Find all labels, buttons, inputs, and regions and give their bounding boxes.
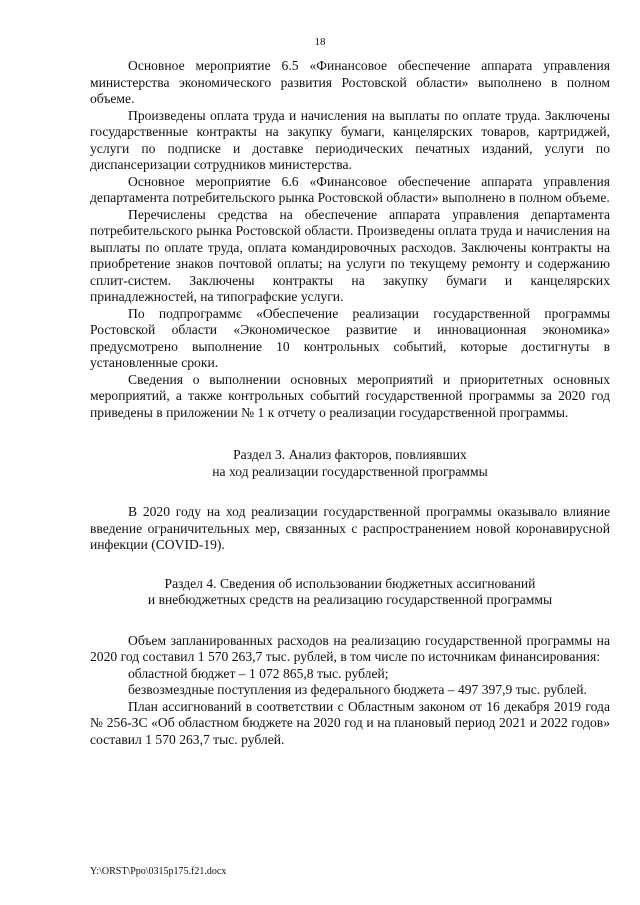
paragraph-ministry-payments: Произведены оплата труда и начисления на выплаты по оплате труда. Заключены государственные контракты на закупку бумаги, канцелярских товаров, картриджей, услуги по подписке и доставке периодических печатных изданий, услуги по диспансеризации сотрудников министерства. — [90, 107, 610, 172]
section-3-heading-line-2: на ход реализации государственной программы — [212, 463, 488, 479]
section-4-regional-budget: областной бюджет – 1 072 865,8 тыс. рублей; — [128, 665, 389, 681]
section-4-federal-budget: безвозмездные поступления из федерального бюджета – 497 397,9 тыс. рублей. — [128, 682, 587, 697]
page-number: 18 — [314, 36, 326, 48]
paragraph-appendix-reference: Сведения о выполнении основных мероприятий и приоритетных основных мероприятий, а также контрольных событий государственной программы за 2020 год приведены в приложении № 1 к отчету о реализации государственной программы. — [90, 371, 610, 420]
section-3-paragraph: В 2020 году на ход реализации государственной программы оказывало влияние введение ограничительных мер, связанных с распространением новой коронавирусной инфекции (COVID-19). — [90, 504, 610, 552]
section-4-heading-line-1: Раздел 4. Сведения об использовании бюджетных ассигнований — [164, 575, 536, 591]
paragraph-event-6-6: Основное мероприятие 6.6 «Финансовое обеспечение аппарата управления департамента потребительского рынка Ростовской области» выполнено в полном объеме. — [90, 173, 610, 205]
section-4-planned-expenses: Объем запланированных расходов на реализацию государственной программы на 2020 год составил 1 570 263,7 тыс. рублей, в том числе по источникам финансирования: — [90, 632, 610, 664]
paragraph-subprogram-events: По подпрограммє «Обеспечение реализации государственной программы Ростовской области «Экономическое развитие и инновационная экономика» предусмотрено выполнение 10 контрольных событий, которые достигнуты в установленные сроки. — [90, 305, 610, 370]
document-body — [90, 58, 610, 748]
section-3-heading-line-1: Раздел 3. Анализ факторов, повлиявших — [233, 447, 467, 462]
paragraph-department-funds: Перечислены средства на обеспечение аппарата управления департамента потребительского рынка Ростовской области. Произведены оплата труда и начисления на выплаты по оплате труда, оплата командировочных расходов. Заключены контракты на приобретение знаков почтовой оплаты; на услуги по текущему ремонту и содержанию сплит-систем. Заключены контракты на закупку бумаги и канцелярских принадлежностей, на типографские услуги. — [90, 206, 610, 304]
section-4-heading-line-2: и внебюджетных средств на реализацию государственной программы — [147, 592, 553, 607]
footer-file-path: Y:\ORST\Ppo\0315p175.f21.docx — [90, 866, 227, 877]
section-4-allocation-plan: План ассигнований в соответствии с Областным законом от 16 декабря 2019 года № 256-ЗС «Об областном бюджете на 2020 год и на плановый период 2021 и 2022 годов» составил 1 570 263,7 тыс. рублей. — [90, 698, 610, 747]
paragraph-event-6-5: Основное мероприятие 6.5 «Финансовое обеспечение аппарата управления министерства экономического развития Ростовской области» выполнено в полном объеме. — [90, 58, 610, 106]
